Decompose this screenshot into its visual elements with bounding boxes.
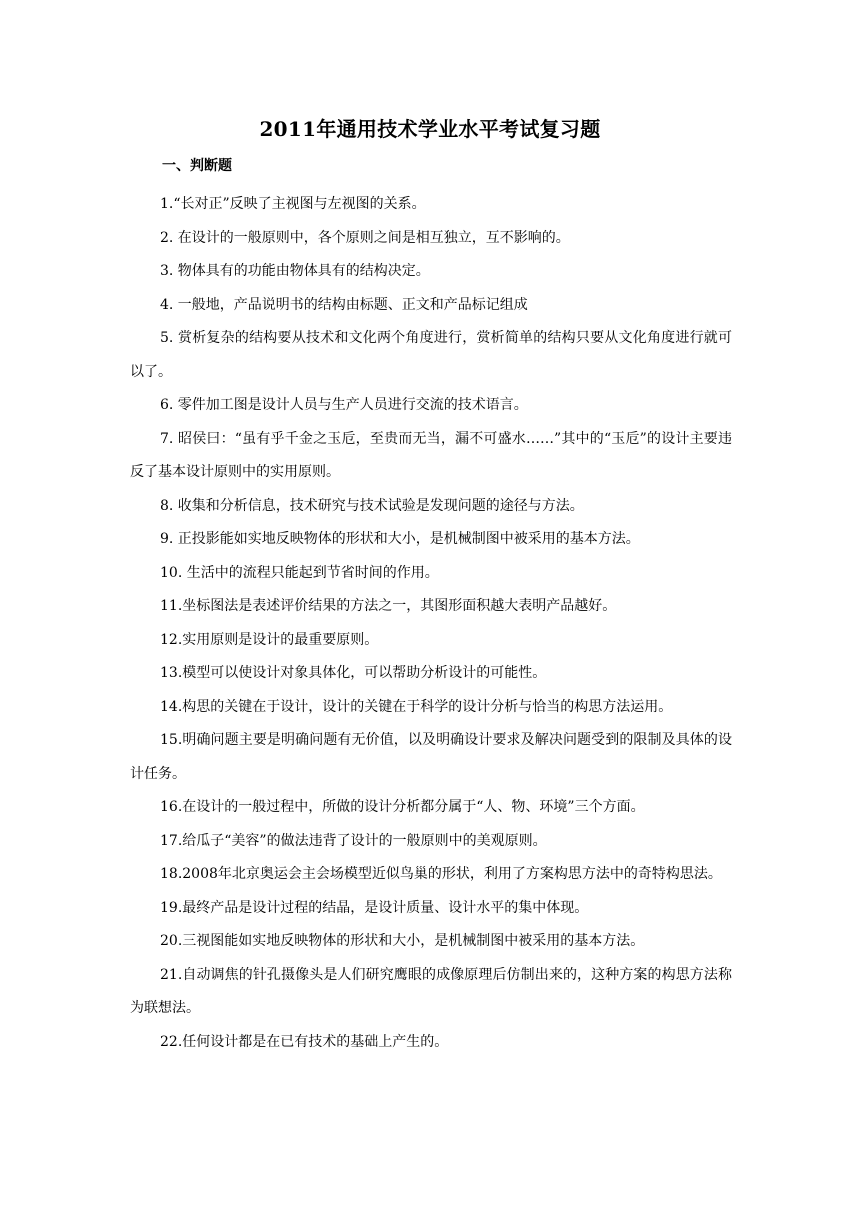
document-title: 2011年通用技术学业水平考试复习题 <box>259 117 601 141</box>
question-item: 4. 一般地，产品说明书的结构由标题、正文和产品标记组成 <box>160 296 528 313</box>
question-item: 22.任何设计都是在已有技术的基础上产生的。 <box>160 1033 449 1050</box>
question-item: 11.坐标图法是表述评价结果的方法之一，其图形面积越大表明产品越好。 <box>160 598 617 614</box>
question-item: 5. 赏析复杂的结构要从技术和文化两个角度进行，赏析简单的结构只要从文化角度进行就可以了。 <box>130 330 732 380</box>
question-list <box>130 188 732 1059</box>
question-item: 17.给瓜子“美容”的做法违背了设计的一般原则中的美观原则。 <box>160 832 547 849</box>
question-item: 2. 在设计的一般原则中，各个原则之间是相互独立，互不影响的。 <box>160 229 570 246</box>
question-item: 9. 正投影能如实地反映物体的形状和大小，是机械制图中被采用的基本方法。 <box>160 531 640 547</box>
question-item: 10. 生活中的流程只能起到节省时间的作用。 <box>160 564 439 581</box>
question-item: 21.自动调焦的针孔摄像头是人们研究鹰眼的成像原理后仿制出来的，这种方案的构思方法称为联想法。 <box>130 966 732 1016</box>
question-item: 3. 物体具有的功能由物体具有的结构决定。 <box>160 263 430 279</box>
question-item: 15.明确问题主要是明确问题有无价值，以及明确设计要求及解决问题受到的限制及具体的设计任务。 <box>130 732 732 782</box>
question-item: 18.2008年北京奥运会主会场模型近似鸟巢的形状，利用了方案构思方法中的奇特构思法。 <box>160 866 722 882</box>
question-item: 8. 收集和分析信息，技术研究与技术试验是发现问题的途径与方法。 <box>160 497 584 514</box>
section-heading: 一、判断题 <box>162 158 232 174</box>
question-item: 20.三视图能如实地反映物体的形状和大小，是机械制图中被采用的基本方法。 <box>160 933 645 949</box>
question-item: 13.模型可以使设计对象具体化，可以帮助分析设计的可能性。 <box>160 665 547 681</box>
question-item: 14.构思的关键在于设计，设计的关键在于科学的设计分析与恰当的构思方法运用。 <box>160 698 673 715</box>
question-item: 16.在设计的一般过程中，所做的设计分析都分属于“人、物、环境”三个方面。 <box>160 799 645 815</box>
question-item: 19.最终产品是设计过程的结晶，是设计质量、设计水平的集中体现。 <box>160 899 589 916</box>
question-item: 7. 昭侯曰：“虽有乎千金之玉卮，至贵而无当，漏不可盛水……”其中的“玉卮”的设计主要违反了基本设计原则中的实用原则。 <box>130 430 732 480</box>
question-item: 6. 零件加工图是设计人员与生产人员进行交流的技术语言。 <box>160 397 528 413</box>
question-item: 12.实用原则是设计的最重要原则。 <box>160 631 379 648</box>
question-item: 1.“长对正”反映了主视图与左视图的关系。 <box>160 196 426 212</box>
